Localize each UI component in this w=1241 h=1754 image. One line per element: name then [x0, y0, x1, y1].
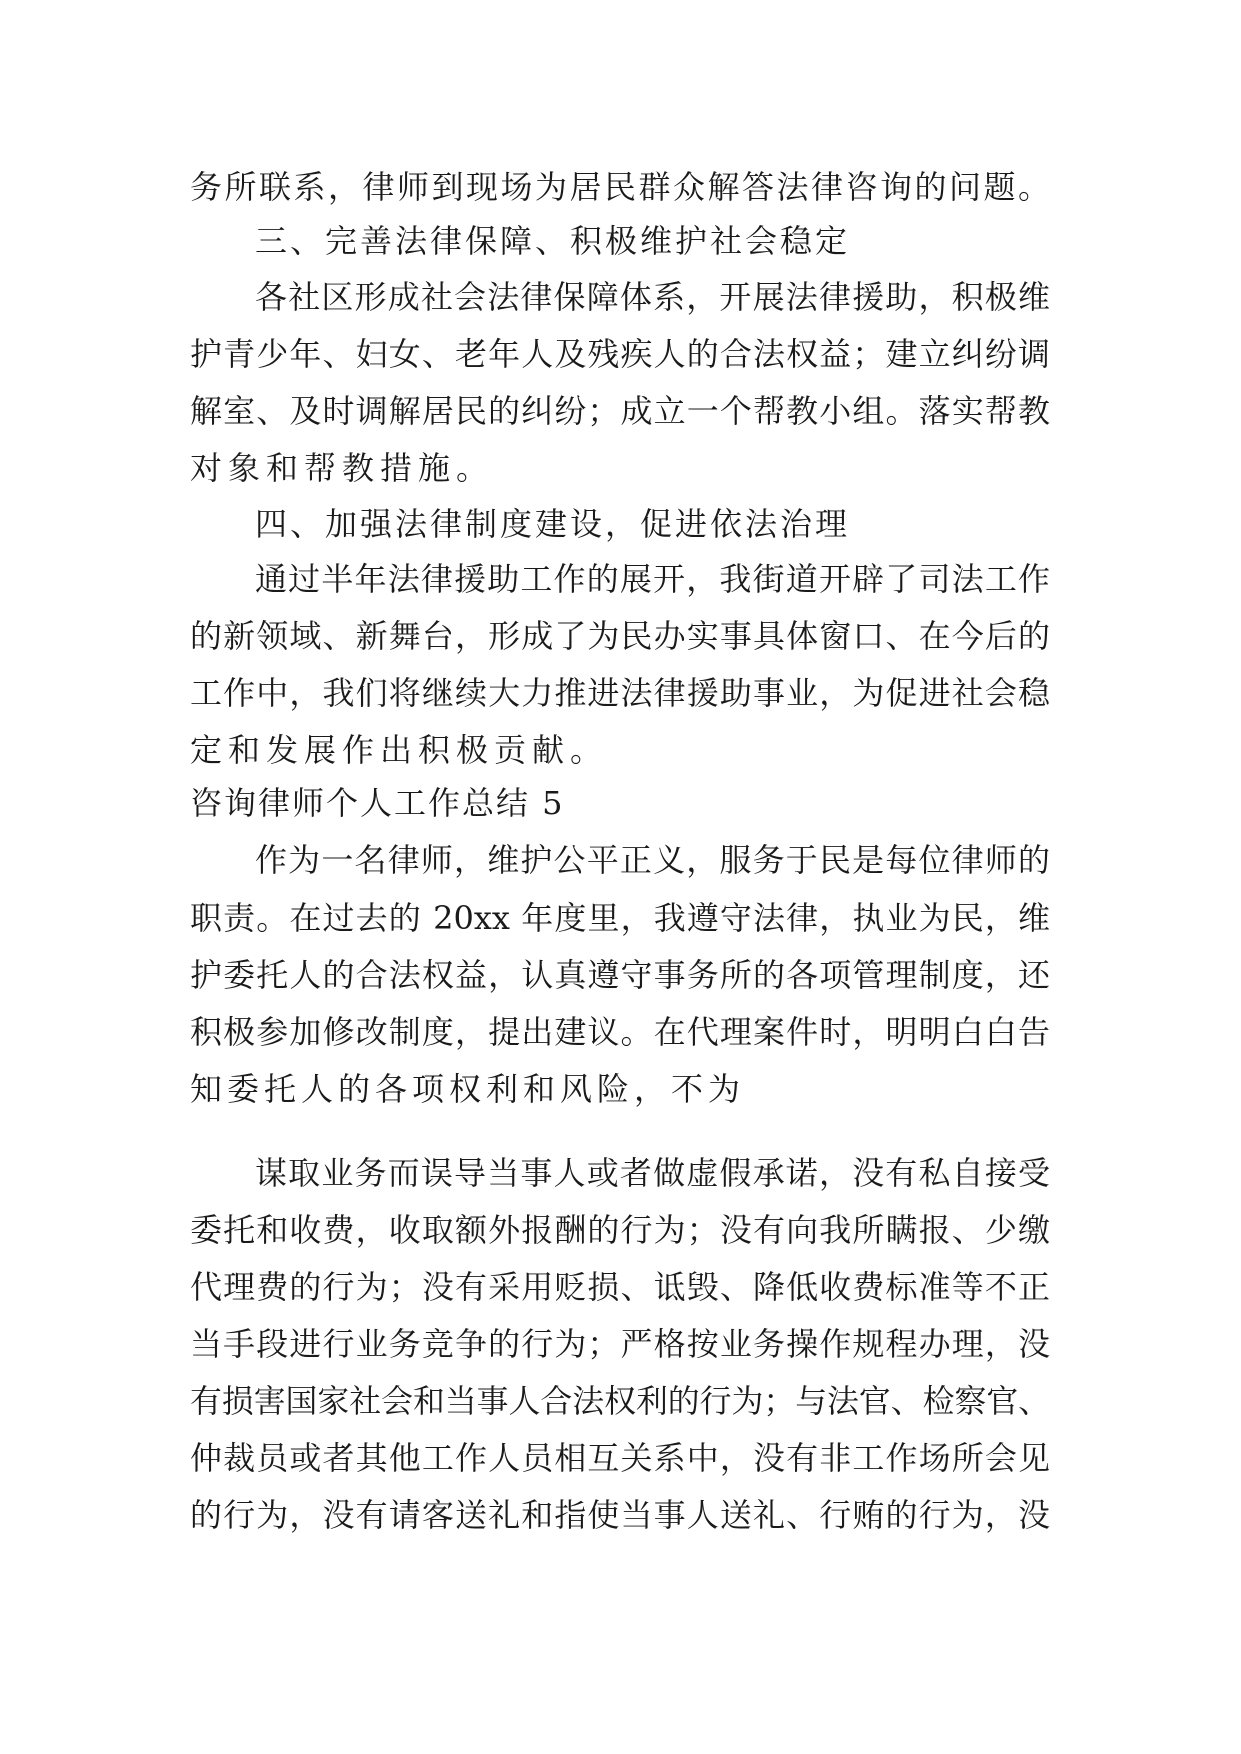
text-line-content: 工作中，我们将继续大力推进法律援助事业，为促进社会稳 [190, 674, 1050, 712]
text-line-20 [0, 1257, 1241, 1317]
text-line-content: 代理费的行为；没有采用贬损、诋毁、降低收费标准等不正 [190, 1268, 1050, 1306]
text-line-content: 务所联系，律师到现场为居民群众解答法律咨询的问题。 [190, 168, 1050, 206]
text-line-content: 委托和收费，收取额外报酬的行为；没有向我所瞒报、少缴 [190, 1211, 1050, 1249]
text-line-content: 护青少年、妇女、老年人及残疾人的合法权益；建立纠纷调 [190, 335, 1050, 373]
text-line-17 [0, 1059, 1241, 1119]
text-line-15 [0, 945, 1241, 1005]
text-line-content: 护委托人的合法权益，认真遵守事务所的各项管理制度，还 [190, 956, 1050, 994]
text-line-content: 职责。在过去的 20xx 年度里，我遵守法律，执业为民，维 [190, 899, 1050, 937]
text-line-content: 积极参加修改制度，提出建议。在代理案件时，明明白白告 [190, 1013, 1050, 1051]
text-line-content: 四、加强法律制度建设，促进依法治理 [255, 505, 851, 543]
text-line-content: 三、完善法律保障、积极维护社会稳定 [255, 222, 851, 260]
text-line-16 [0, 1002, 1241, 1062]
text-line-11 [0, 720, 1241, 780]
text-line-content: 仲裁员或者其他工作人员相互关系中，没有非工作场所会见 [190, 1439, 1050, 1477]
text-line-1 [0, 157, 1241, 217]
text-line-19 [0, 1200, 1241, 1260]
section-heading-3 [0, 211, 1241, 271]
text-line-8 [0, 549, 1241, 609]
text-line-content: 解室、及时调解居民的纠纷；成立一个帮教小组。落实帮教 [190, 392, 1050, 430]
text-line-content: 对象和帮教措施。 [190, 449, 495, 487]
text-line-22 [0, 1371, 1241, 1431]
text-line-18 [0, 1143, 1241, 1203]
text-line-23 [0, 1428, 1241, 1488]
section-heading-4 [0, 494, 1241, 554]
article-title [0, 773, 1241, 833]
text-line-content: 知委托人的各项权利和风险，不为 [190, 1070, 746, 1108]
text-line-10 [0, 663, 1241, 723]
text-line-21 [0, 1314, 1241, 1374]
text-line-content: 通过半年法律援助工作的展开，我街道开辟了司法工作 [255, 560, 1050, 598]
text-line-content: 的新领域、新舞台，形成了为民办实事具体窗口、在今后的 [190, 617, 1050, 655]
text-line-content: 谋取业务而误导当事人或者做虚假承诺，没有私自接受 [255, 1154, 1050, 1192]
text-line-13 [0, 830, 1241, 890]
text-line-24 [0, 1485, 1241, 1545]
text-line-6 [0, 438, 1241, 498]
text-line-content: 的行为，没有请客送礼和指使当事人送礼、行贿的行为，没 [190, 1496, 1050, 1534]
text-line-5 [0, 381, 1241, 441]
text-line-14 [0, 888, 1241, 948]
text-line-4 [0, 324, 1241, 384]
text-line-content: 当手段进行业务竞争的行为；严格按业务操作规程办理，没 [190, 1325, 1050, 1363]
text-line-9 [0, 606, 1241, 666]
text-line-content: 咨询律师个人工作总结 5 [190, 784, 565, 822]
text-line-content: 定和发展作出积极贡献。 [190, 731, 609, 769]
text-line-content: 有损害国家社会和当事人合法权利的行为；与法官、检察官、 [190, 1382, 1051, 1420]
text-line-content: 作为一名律师，维护公平正义，服务于民是每位律师的 [255, 841, 1050, 879]
text-line-3 [0, 267, 1241, 327]
text-line-content: 各社区形成社会法律保障体系，开展法律援助，积极维 [255, 278, 1050, 316]
